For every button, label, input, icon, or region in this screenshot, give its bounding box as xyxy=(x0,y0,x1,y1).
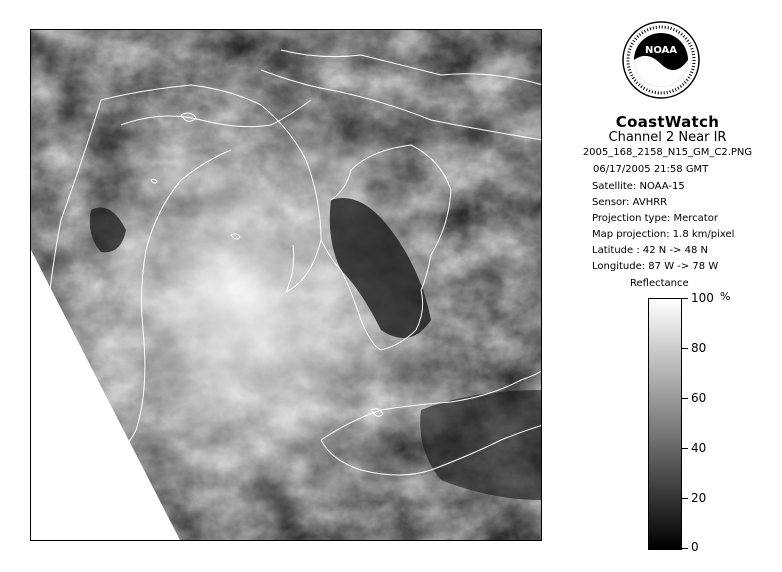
map-projection-text: Map projection: 1.8 km/pixel xyxy=(592,229,735,240)
colorbar-tick-label: 0 xyxy=(691,540,699,554)
reflectance-colorbar xyxy=(648,298,682,550)
colorbar-tick-label: 80 xyxy=(691,341,707,355)
colorbar-tick xyxy=(682,498,688,499)
satellite-image-svg xyxy=(31,30,542,541)
colorbar-tick xyxy=(682,448,688,449)
projection-type-text: Projection type: Mercator xyxy=(592,213,718,224)
logo-center-text: NOAA xyxy=(644,45,678,56)
colorbar-tick-label: 60 xyxy=(691,391,707,405)
colorbar-title: Reflectance xyxy=(630,278,689,289)
colorbar-tick xyxy=(682,348,688,349)
colorbar-tick-label: 40 xyxy=(691,441,707,455)
brand-title: CoastWatch xyxy=(615,113,720,131)
colorbar-tick xyxy=(682,548,688,549)
noaa-logo-icon xyxy=(621,20,701,100)
satellite-image xyxy=(30,29,542,541)
datetime-text: 06/17/2005 21:58 GMT xyxy=(593,164,709,175)
colorbar-unit: % xyxy=(720,290,731,303)
colorbar-tick-label: 20 xyxy=(691,491,707,505)
latitude-text: Latitude : 42 N -> 48 N xyxy=(592,245,708,256)
satellite-text: Satellite: NOAA-15 xyxy=(592,181,685,192)
sensor-text: Sensor: AVHRR xyxy=(592,197,668,208)
filename-text: 2005_168_2158_N15_GM_C2.PNG xyxy=(582,147,753,158)
channel-title: Channel 2 Near IR xyxy=(608,130,727,145)
colorbar-tick-label: 100 xyxy=(691,291,714,305)
colorbar-tick xyxy=(682,398,688,399)
colorbar-tick xyxy=(682,298,688,299)
longitude-text: Longitude: 87 W -> 78 W xyxy=(592,261,719,272)
